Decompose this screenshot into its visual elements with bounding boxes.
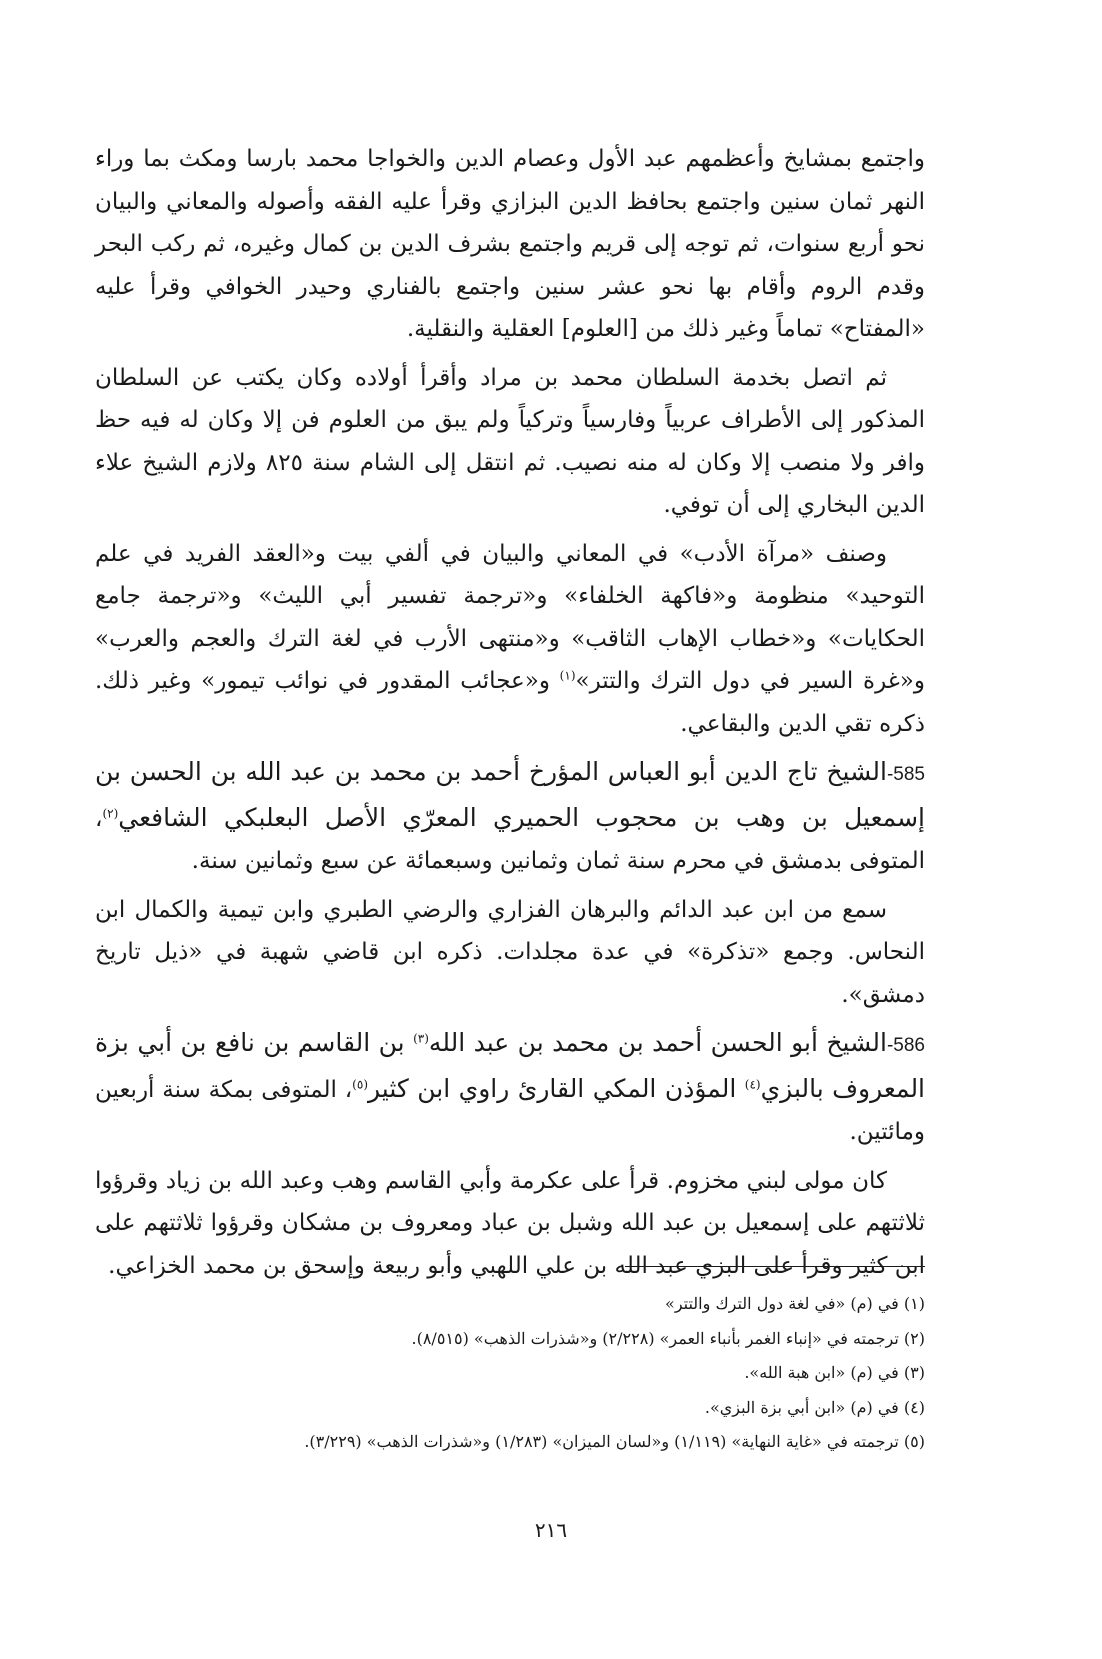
- entry-heading: الشيخ أبو الحسن أحمد بن محمد بن عبد الله: [428, 1028, 887, 1057]
- footnotes: [95, 1287, 925, 1460]
- entry-heading-end: ، المتوفى بدمشق في محرم سنة ثمان وثمانين وسبعمائة عن سبع وثمانين سنة.: [95, 805, 925, 874]
- footnote-ref-1: (١): [559, 668, 576, 683]
- footnote-2: (٢) ترجمته في «إنباء الغمر بأنباء العمر» (٢/٢٢٨) و«شذرات الذهب» (٨/٥١٥).: [411, 1328, 925, 1348]
- paragraph-3-text-end: و«عجائب المقدور في نوائب تيمور» وغير ذلك. ذكره تقي الدين والبقاعي.: [95, 668, 925, 737]
- footnote-divider: [625, 1266, 925, 1267]
- entry-number: 585-: [886, 764, 925, 785]
- paragraph-586-body: كان مولى لبني مخزوم. قرأ على عكرمة وأبي القاسم وهب وعبد الله بن زياد وقرؤوا ثلاثتهم على إسمعيل بن عبد الله وشبل بن عباد ومعروف بن مشكان وقرؤوا ثلاثتهم على ابن كثير وقرأ على البزي عبد الله بن علي اللهبي وأبو ربيعة وإسحق بن محمد الخزاعي.: [95, 1167, 925, 1279]
- footnote-ref-4: (٤): [744, 1076, 761, 1091]
- paragraph-585-body: سمع من ابن عبد الدائم والبرهان الفزاري والرضي الطبري وابن تيمية والكمال ابن النحاس. وجمع «تذكرة» في عدة مجلدات. ذكره ابن قاضي شهبة في «ذيل تاريخ دمشق».: [95, 896, 925, 1008]
- footnote-4: (٤) في (م) «ابن أبي بزة البزي».: [704, 1397, 925, 1417]
- footnote-1: (١) في (م) «في لغة دول الترك والتتر»: [665, 1294, 925, 1313]
- entry-heading-end: ، المتوفى بمكة سنة أربعين ومائتين.: [95, 1076, 925, 1145]
- paragraph-2: ثم اتصل بخدمة السلطان محمد بن مراد وأقرأ أولاده وكان يكتب عن السلطان المذكور إلى الأطراف عربياً وفارسياً وتركياً ولم يبق من العلوم فن إلا وكان له فيه حظ وافر ولا منصب إلا وكان له منه نصيب. ثم انتقل إلى الشام سنة ٨٢٥ ولازم الشيخ علاء الدين البخاري إلى أن توفي.: [95, 364, 925, 518]
- entry-586: [95, 1022, 925, 1154]
- footnote-ref-5: (٥): [352, 1076, 368, 1091]
- paragraph-3-text: وصنف «مرآة الأدب» في المعاني والبيان في ألفي بيت و«العقد الفريد في علم التوحيد» منظومة و«فاكهة الخلفاء» و«ترجمة تفسير أبي الليث» و«ترجمة جامع الحكايات» و«خطاب الإهاب الثاقب» و«منتهى الأرب في لغة الترك والعجم والعرب» و«غرة السير في دول الترك والتتر»: [95, 540, 925, 694]
- entry-heading-part: بن القاسم بن نافع بن أبي بزة المعروف بالبزي: [95, 1028, 926, 1103]
- page-number: ٢١٦: [534, 1518, 568, 1542]
- paragraph-3: [95, 533, 925, 746]
- entry-heading: الشيخ تاج الدين أبو العباس المؤرخ أحمد بن محمد بن عبد الله بن الحسن بن إسمعيل بن وهب بن محجوب الحميري المعرّي الأصل البعلبكي الشافعي: [95, 757, 925, 832]
- entry-heading-part: المؤذن المكي القارئ راوي ابن كثير: [368, 1073, 745, 1103]
- paragraph-1: واجتمع بمشايخ وأعظمهم عبد الأول وعصام الدين والخواجا محمد بارسا ومكث بما وراء النهر ثمان سنين واجتمع بحافظ الدين البزازي وقرأ عليه الفقه وأصوله والمعاني والبيان نحو أربع سنوات، ثم توجه إلى قريم واجتمع بشرف الدين بن كمال وغيره، ثم ركب البحر وقدم الروم وأقام بها نحو عشر سنين واجتمع بالفناري وحيدر الخوافي وقرأ عليه «المفتاح» تماماً وغير ذلك من [العلوم] العقلية والنقلية.: [95, 146, 925, 342]
- footnote-ref-2: (٢): [102, 805, 119, 820]
- footnote-3: (٣) في (م) «ابن هبة الله».: [744, 1363, 925, 1382]
- entry-number: 586-: [886, 1035, 925, 1056]
- footnote-5: (٥) ترجمته في «غاية النهاية» (١/١١٩) و«لسان الميزان» (١/٢٨٣) و«شذرات الذهب» (٣/٢٢٩).: [304, 1432, 925, 1451]
- entry-585: [95, 751, 925, 883]
- main-text: [95, 138, 925, 1293]
- footnote-ref-3: (٣): [413, 1031, 429, 1046]
